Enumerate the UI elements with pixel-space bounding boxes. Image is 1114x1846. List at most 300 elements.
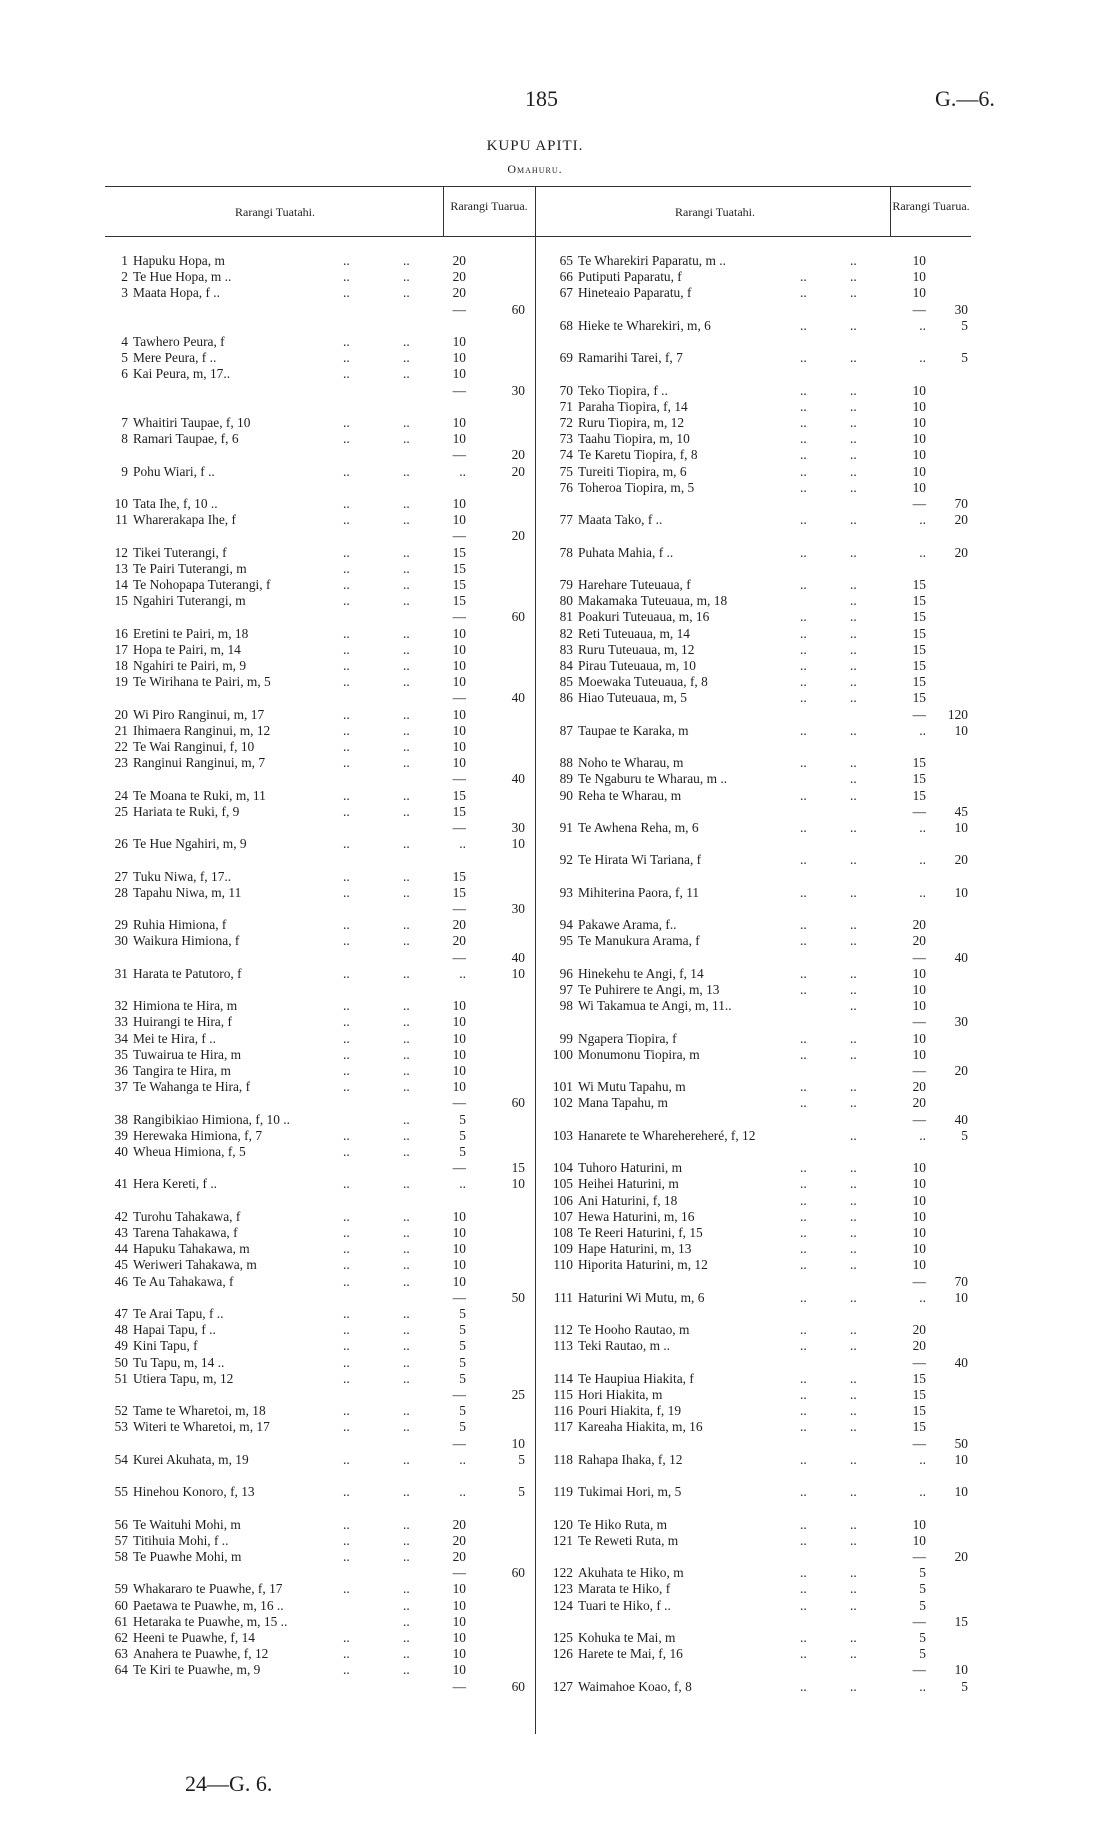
entry-leader: .. [403,1209,410,1224]
entry-share: 10 [452,1063,466,1078]
entry-name: Hape Haturini, m, 13 [578,1241,692,1256]
entry-number: 102 [552,1095,573,1110]
entry-number: 72 [559,415,573,430]
entry-number: 110 [553,1257,573,1272]
entry-leader: .. [850,626,857,641]
entry-leader: .. [403,1403,410,1418]
entry-number: 58 [114,1549,128,1564]
entry-name: Hapuku Hopa, m [133,253,225,268]
entry-leader: .. [403,788,410,803]
entry-number: 2 [121,269,128,284]
entry-leader: .. [800,1598,807,1613]
entry-number: 115 [553,1387,573,1402]
entry-share: — [452,1679,466,1694]
entry-leader: .. [343,917,350,932]
entry-number: 55 [114,1484,128,1499]
entry-leader: .. [800,1338,807,1353]
entry-name: Te Wharekiri Paparatu, m .. [578,253,726,268]
entry-leader: .. [800,933,807,948]
entry-number: 77 [559,512,573,527]
entry-share: 5 [459,1355,466,1370]
entry-number: 7 [121,415,128,430]
entry-number: 90 [559,788,573,803]
entry-leader: .. [850,399,857,414]
entry-number: 112 [553,1322,573,1337]
entry-leader: .. [800,1403,807,1418]
entry-name: Whakararo te Puawhe, f, 17 [133,1581,283,1596]
entry-name: Tu Tapu, m, 14 .. [133,1355,225,1370]
entry-leader: .. [343,707,350,722]
entry-share: .. [919,1290,926,1305]
entry-number: 93 [559,885,573,900]
entry-leader: .. [800,1290,807,1305]
entry-leader: .. [850,1419,857,1434]
entry-share: 15 [912,755,926,770]
entry-name: Te Kiri te Puawhe, m, 9 [133,1662,261,1677]
entry-leader: .. [800,852,807,867]
entry-leader: .. [343,253,350,268]
entry-name: Turohu Tahakawa, f [133,1209,241,1224]
entry-number: 18 [114,658,128,673]
entry-share: .. [919,1679,926,1694]
entry-leader: .. [850,269,857,284]
entry-number: 28 [114,885,128,900]
entry-number: 40 [114,1144,128,1159]
entry-leader: .. [343,545,350,560]
entry-leader: .. [403,1079,410,1094]
entry-share: 10 [452,1031,466,1046]
entry-subtotal: 40 [954,1112,968,1127]
entry-leader: .. [850,318,857,333]
entry-name: Monumonu Tiopira, m [578,1047,700,1062]
entry-share: 10 [452,431,466,446]
entry-name: Harata te Patutoro, f [133,966,242,981]
entry-name: Moewaka Tuteuaua, f, 8 [578,674,708,689]
entry-number: 78 [559,545,573,560]
entry-number: 30 [114,933,128,948]
entry-leader: .. [850,383,857,398]
entry-leader: .. [800,480,807,495]
entry-name: Pakawe Arama, f.. [578,917,677,932]
entry-leader: .. [403,998,410,1013]
entry-number: 114 [553,1371,573,1386]
entry-share: 10 [912,966,926,981]
entry-share: .. [459,1176,466,1191]
entry-leader: .. [403,739,410,754]
entry-number: 38 [114,1112,128,1127]
entry-share: 20 [452,917,466,932]
entry-name: Reti Tuteuaua, m, 14 [578,626,690,641]
entry-leader: .. [403,1031,410,1046]
entry-name: Ihimaera Ranginui, m, 12 [133,723,271,738]
entry-number: 63 [114,1646,128,1661]
entry-name: Ruhia Himiona, f [133,917,227,932]
entry-name: Makamaka Tuteuaua, m, 18 [578,593,728,608]
entry-share: 20 [452,1549,466,1564]
entry-leader: .. [850,1290,857,1305]
entry-leader: .. [403,723,410,738]
entry-subtotal: 10 [511,1176,525,1191]
entry-share: 10 [452,1598,466,1613]
entry-leader: .. [343,593,350,608]
entry-leader: .. [343,869,350,884]
entry-leader: .. [800,431,807,446]
entry-name: Te Hue Ngahiri, m, 9 [133,836,247,851]
entry-name: Utiera Tapu, m, 12 [133,1371,234,1386]
entry-name: Witeri te Wharetoi, m, 17 [133,1419,270,1434]
entry-name: Reha te Wharau, m [578,788,682,803]
entry-leader: .. [800,1419,807,1434]
entry-number: 103 [552,1128,573,1143]
entry-leader: .. [800,1095,807,1110]
entry-share: 20 [452,1533,466,1548]
entry-leader: .. [343,285,350,300]
entry-number: 89 [559,771,573,786]
entry-leader: .. [403,658,410,673]
entry-share: 10 [912,998,926,1013]
entry-leader: .. [850,933,857,948]
header-left-names: Rarangi Tuatahi. [235,205,315,219]
entry-subtotal: 30 [511,820,525,835]
entry-leader: .. [850,1095,857,1110]
entry-number: 104 [552,1160,573,1175]
entry-leader: .. [403,512,410,527]
entry-share: — [912,1274,926,1289]
entry-number: 12 [114,545,128,560]
entry-leader: .. [343,1646,350,1661]
entry-share: .. [919,723,926,738]
entry-leader: .. [800,1581,807,1596]
entry-name: Hanarete te Wharehereheré, f, 12 [578,1128,756,1143]
entry-leader: .. [800,447,807,462]
entry-leader: .. [343,642,350,657]
entry-leader: .. [800,1209,807,1224]
entry-subtotal: 10 [511,836,525,851]
entry-leader: .. [403,334,410,349]
entry-name: Hiporita Haturini, m, 12 [578,1257,708,1272]
entry-number: 107 [552,1209,573,1224]
entry-share: 10 [452,1630,466,1645]
entry-leader: .. [403,1355,410,1370]
entry-leader: .. [403,1581,410,1596]
entry-leader: .. [403,1338,410,1353]
entry-name: Te Nohopapa Tuterangi, f [133,577,271,592]
entry-leader: .. [403,1144,410,1159]
entry-share: 5 [459,1112,466,1127]
entry-name: Te Puawhe Mohi, m [133,1549,242,1564]
entry-leader: .. [850,690,857,705]
entry-subtotal: 30 [511,383,525,398]
entry-leader: .. [343,674,350,689]
entry-leader: .. [403,1257,410,1272]
entry-leader: .. [850,1257,857,1272]
entry-share: — [912,1436,926,1451]
entry-number: 24 [114,788,128,803]
entry-share: — [912,950,926,965]
entry-share: 5 [919,1646,926,1661]
entry-subtotal: 60 [511,1565,525,1580]
entry-share: 5 [919,1581,926,1596]
entry-leader: .. [343,431,350,446]
entry-share: 10 [912,1160,926,1175]
entry-share: 20 [452,1517,466,1532]
entry-leader: .. [403,869,410,884]
entry-name: Pouri Hiakita, f, 19 [578,1403,682,1418]
entry-number: 14 [114,577,128,592]
entry-share: .. [919,852,926,867]
entry-leader: .. [850,755,857,770]
entry-share: 15 [912,577,926,592]
entry-share: 10 [452,512,466,527]
entry-leader: .. [343,561,350,576]
entry-subtotal: 40 [954,1355,968,1370]
entry-subtotal: 40 [954,950,968,965]
entry-leader: .. [850,1176,857,1191]
entry-number: 53 [114,1419,128,1434]
entry-share: 10 [912,1257,926,1272]
entry-share: 10 [912,383,926,398]
entry-subtotal: 20 [954,545,968,560]
entry-subtotal: 50 [954,1436,968,1451]
entry-subtotal: 60 [511,1679,525,1694]
entry-number: 79 [559,577,573,592]
entry-name: Tureiti Tiopira, m, 6 [578,464,687,479]
entry-share: — [912,1355,926,1370]
entry-leader: .. [343,1063,350,1078]
entry-subtotal: 10 [954,1452,968,1467]
entry-leader: .. [800,1176,807,1191]
entry-leader: .. [800,723,807,738]
entry-leader: .. [343,1209,350,1224]
entry-name: Te Moana te Ruki, m, 11 [133,788,266,803]
table-top-rule [105,186,971,187]
entry-name: Hinekehu te Angi, f, 14 [578,966,704,981]
entry-leader: .. [850,820,857,835]
entry-number: 94 [559,917,573,932]
entry-leader: .. [850,1322,857,1337]
entry-leader: .. [850,885,857,900]
entry-name: Hopa te Pairi, m, 14 [133,642,241,657]
entry-name: Whaitiri Taupae, f, 10 [133,415,251,430]
entry-share: — [912,496,926,511]
entry-share: 20 [452,269,466,284]
entry-share: .. [919,885,926,900]
entry-leader: .. [800,464,807,479]
entry-share: 10 [912,1209,926,1224]
entry-subtotal: 20 [954,512,968,527]
entry-leader: .. [403,1371,410,1386]
entry-subtotal: 20 [954,852,968,867]
entry-leader: .. [800,917,807,932]
entry-share: 10 [452,1241,466,1256]
entry-name: Wharerakapa Ihe, f [133,512,236,527]
entry-leader: .. [800,658,807,673]
entry-share: 10 [452,1646,466,1661]
entry-number: 66 [559,269,573,284]
entry-share: — [452,901,466,916]
entry-number: 51 [114,1371,128,1386]
entry-leader: .. [850,658,857,673]
entry-name: Putiputi Paparatu, f [578,269,682,284]
entry-leader: .. [800,1679,807,1694]
entry-number: 109 [552,1241,573,1256]
entry-name: Kohuka te Mai, m [578,1630,676,1645]
entry-name: Hera Kereti, f .. [133,1176,218,1191]
entry-leader: .. [343,1322,350,1337]
entry-share: — [452,1160,466,1175]
entry-number: 60 [114,1598,128,1613]
entry-number: 22 [114,739,128,754]
entry-name: Paraha Tiopira, f, 14 [578,399,688,414]
entry-leader: .. [403,1306,410,1321]
entry-leader: .. [403,593,410,608]
entry-leader: .. [343,512,350,527]
entry-number: 80 [559,593,573,608]
entry-leader: .. [343,464,350,479]
entry-share: 10 [912,415,926,430]
entry-name: Tuari te Hiko, f .. [578,1598,671,1613]
entry-number: 122 [552,1565,573,1580]
entry-number: 26 [114,836,128,851]
entry-leader: .. [850,1128,857,1143]
entry-leader: .. [403,1047,410,1062]
entry-leader: .. [403,1484,410,1499]
entry-subtotal: 5 [961,350,968,365]
entry-leader: .. [850,1371,857,1386]
entry-share: 10 [452,1614,466,1629]
entry-leader: .. [800,755,807,770]
entry-name: Ngapera Tiopira, f [578,1031,677,1046]
entry-name: Mere Peura, f .. [133,350,217,365]
entry-share: — [912,804,926,819]
entry-leader: .. [850,350,857,365]
entry-subtotal: 10 [954,1290,968,1305]
entry-subtotal: 5 [961,318,968,333]
entry-name: Te Awhena Reha, m, 6 [578,820,699,835]
entry-leader: .. [403,1614,410,1629]
entry-name: Hiao Tuteuaua, m, 5 [578,690,687,705]
entry-number: 32 [114,998,128,1013]
entry-leader: .. [403,674,410,689]
entry-number: 35 [114,1047,128,1062]
entry-share: 15 [452,804,466,819]
entry-name: Ruru Tuteuaua, m, 12 [578,642,695,657]
entry-leader: .. [403,1322,410,1337]
entry-leader: .. [800,820,807,835]
entry-share: .. [459,966,466,981]
entry-leader: .. [343,496,350,511]
entry-name: Taahu Tiopira, m, 10 [578,431,690,446]
entry-subtotal: 20 [511,464,525,479]
entry-name: Te Hiko Ruta, m [578,1517,668,1532]
entry-number: 34 [114,1031,128,1046]
entry-share: 5 [459,1419,466,1434]
entry-leader: .. [403,1662,410,1677]
entry-subtotal: 60 [511,1095,525,1110]
entry-name: Te Wirihana te Pairi, m, 5 [133,674,271,689]
entry-leader: .. [403,1598,410,1613]
entry-leader: .. [850,966,857,981]
entry-leader: .. [343,366,350,381]
entry-leader: .. [850,1646,857,1661]
entry-number: 25 [114,804,128,819]
entry-name: Hineteaio Paparatu, f [578,285,692,300]
entry-name: Ngahiri Tuterangi, m [133,593,246,608]
entry-share: — [452,383,466,398]
entry-number: 100 [552,1047,573,1062]
entry-share: 5 [459,1403,466,1418]
entry-name: Te Wai Ranginui, f, 10 [133,739,255,754]
entry-share: 20 [452,253,466,268]
entry-subtotal: 10 [954,1484,968,1499]
entry-leader: .. [800,1387,807,1402]
entry-number: 13 [114,561,128,576]
entry-leader: .. [343,1014,350,1029]
entry-share: 10 [912,431,926,446]
entry-number: 21 [114,723,128,738]
entry-leader: .. [850,1225,857,1240]
entry-leader: .. [403,836,410,851]
entry-name: Te Puhirere te Angi, m, 13 [578,982,720,997]
entry-share: — [452,1387,466,1402]
entry-share: 15 [912,1387,926,1402]
entry-share: 5 [919,1565,926,1580]
entry-leader: .. [403,917,410,932]
entry-subtotal: 10 [511,966,525,981]
entry-name: Kai Peura, m, 17.. [133,366,231,381]
entry-number: 118 [553,1452,573,1467]
entry-leader: .. [403,1533,410,1548]
entry-leader: .. [403,366,410,381]
entry-leader: .. [343,723,350,738]
entry-number: 39 [114,1128,128,1143]
entry-subtotal: 15 [954,1614,968,1629]
entry-name: Rangibikiao Himiona, f, 10 .. [133,1112,290,1127]
entry-share: 15 [452,788,466,803]
entry-leader: .. [403,1549,410,1564]
entry-leader: .. [343,1338,350,1353]
entry-number: 5 [121,350,128,365]
entry-name: Tikei Tuterangi, f [133,545,227,560]
entry-leader: .. [800,545,807,560]
entry-number: 73 [559,431,573,446]
entry-leader: .. [800,1079,807,1094]
entry-name: Waimahoe Koao, f, 8 [578,1679,692,1694]
entry-leader: .. [800,350,807,365]
entry-share: 10 [452,1047,466,1062]
entry-leader: .. [403,1419,410,1434]
entry-share: .. [919,1452,926,1467]
entry-leader: .. [850,1160,857,1175]
entry-name: Hinehou Konoro, f, 13 [133,1484,255,1499]
entry-leader: .. [403,1452,410,1467]
entry-leader: .. [850,917,857,932]
entry-leader: .. [850,674,857,689]
entry-share: 10 [452,415,466,430]
entry-share: 5 [459,1322,466,1337]
entry-leader: .. [343,1452,350,1467]
entry-name: Ani Haturini, f, 18 [578,1193,678,1208]
entry-share: — [912,1014,926,1029]
entry-share: 15 [912,1403,926,1418]
entry-share: 10 [452,642,466,657]
entry-leader: .. [800,1646,807,1661]
entry-leader: .. [343,1225,350,1240]
entry-name: Hewa Haturini, m, 16 [578,1209,695,1224]
entry-leader: .. [850,1387,857,1402]
page-subtitle: Omahuru. [507,162,563,176]
entry-share: 10 [452,658,466,673]
